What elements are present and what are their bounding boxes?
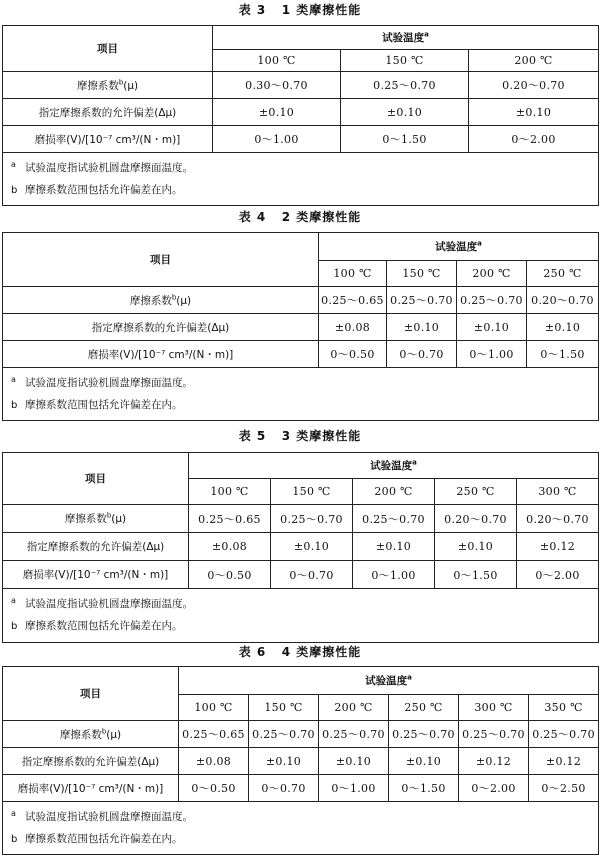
cell: ±0.10 bbox=[435, 533, 517, 561]
footnotes bbox=[3, 802, 599, 855]
footnote-b: b 摩擦系数范围包括允许偏差在内。 bbox=[11, 399, 183, 411]
cell: ±0.10 bbox=[527, 314, 599, 341]
cell: 0～1.00 bbox=[213, 126, 341, 153]
table-4-caption: 表 4 2 类摩擦性能 bbox=[238, 210, 362, 224]
row-label: 指定摩擦系数的允许偏差(Δμ) bbox=[3, 533, 189, 561]
cell: ±0.10 bbox=[341, 99, 469, 126]
cell: ±0.10 bbox=[389, 748, 459, 775]
table-notes bbox=[3, 802, 599, 855]
table-row bbox=[3, 341, 599, 368]
temp-header: 250 ℃ bbox=[389, 695, 459, 721]
cell: 0～1.00 bbox=[319, 775, 389, 802]
table-3-caption: 表 3 1 类摩擦性能 bbox=[238, 3, 362, 17]
footnotes bbox=[3, 589, 599, 643]
footnote-b: b 摩擦系数范围包括允许偏差在内。 bbox=[11, 620, 183, 632]
table-row bbox=[3, 505, 599, 533]
temp-header: 300 ℃ bbox=[459, 695, 529, 721]
cell: 0～1.00 bbox=[353, 561, 435, 589]
row-label: 摩擦系数$^b$(μ) bbox=[3, 72, 213, 99]
cell: 0.25～0.70 bbox=[387, 287, 457, 314]
table-row bbox=[3, 748, 599, 775]
cell: ±0.10 bbox=[353, 533, 435, 561]
temp-header: 300 ℃ bbox=[517, 479, 599, 505]
cell: ±0.12 bbox=[459, 748, 529, 775]
cell: 0～1.50 bbox=[527, 341, 599, 368]
cell: 0.25～0.70 bbox=[529, 721, 599, 748]
table-notes bbox=[3, 589, 599, 643]
row-label: 磨损率(V)/[10⁻⁷ cm³/(N・m)] bbox=[3, 561, 189, 589]
row-label: 指定摩擦系数的允许偏差(Δμ) bbox=[3, 314, 319, 341]
footnotes bbox=[3, 368, 599, 421]
row-label: 摩擦系数$^b$(μ) bbox=[3, 505, 189, 533]
cell: 0～2.00 bbox=[517, 561, 599, 589]
temp-header: 200 ℃ bbox=[457, 261, 527, 287]
cell: 0.25～0.65 bbox=[179, 721, 249, 748]
temp-header: 100 ℃ bbox=[213, 50, 341, 72]
table-5-caption: 表 5 3 类摩擦性能 bbox=[238, 429, 362, 443]
cell: 0.25～0.65 bbox=[319, 287, 387, 314]
footnote-b: b 摩擦系数范围包括允许偏差在内。 bbox=[11, 833, 183, 845]
temp-header: 350 ℃ bbox=[529, 695, 599, 721]
temp-header: 150 ℃ bbox=[249, 695, 319, 721]
row-label: 指定摩擦系数的允许偏差(Δμ) bbox=[3, 748, 179, 775]
cell: ±0.12 bbox=[517, 533, 599, 561]
cell: 0～1.00 bbox=[457, 341, 527, 368]
footnote-a: a 试验温度指试验机圆盘摩擦面温度。 bbox=[11, 808, 193, 823]
row-label: 磨损率(V)/[10⁻⁷ cm³/(N・m)] bbox=[3, 775, 179, 802]
temp-header: 100 ℃ bbox=[179, 695, 249, 721]
item-header: 项目 bbox=[3, 453, 189, 505]
temp-header: 100 ℃ bbox=[189, 479, 271, 505]
temp-header: 200 ℃ bbox=[353, 479, 435, 505]
temp-group-header: 试验温度$^a$ bbox=[319, 233, 599, 261]
table-notes bbox=[3, 368, 599, 421]
cell: 0～0.70 bbox=[387, 341, 457, 368]
temp-header: 200 ℃ bbox=[469, 50, 599, 72]
cell: 0～0.70 bbox=[271, 561, 353, 589]
temp-group-header: 试验温度$^a$ bbox=[213, 26, 599, 50]
cell: 0.20～0.70 bbox=[527, 287, 599, 314]
cell: ±0.10 bbox=[213, 99, 341, 126]
friction-table-class-4 bbox=[2, 666, 599, 855]
cell: 0.25～0.70 bbox=[389, 721, 459, 748]
cell: 0.25～0.70 bbox=[457, 287, 527, 314]
item-header: 项目 bbox=[3, 26, 213, 72]
temp-header: 100 ℃ bbox=[319, 261, 387, 287]
friction-table-class-1 bbox=[2, 25, 599, 206]
cell: ±0.08 bbox=[189, 533, 271, 561]
cell: ±0.08 bbox=[319, 314, 387, 341]
friction-table-class-3 bbox=[2, 452, 599, 643]
item-header: 项目 bbox=[3, 233, 319, 287]
friction-table-class-2 bbox=[2, 232, 599, 421]
table-row bbox=[3, 533, 599, 561]
cell: ±0.10 bbox=[271, 533, 353, 561]
cell: 0.20～0.70 bbox=[517, 505, 599, 533]
footnote-b: b 摩擦系数范围包括允许偏差在内。 bbox=[11, 184, 183, 196]
footnote-a: a 试验温度指试验机圆盘摩擦面温度。 bbox=[11, 595, 193, 610]
row-label: 摩擦系数$^b$(μ) bbox=[3, 287, 319, 314]
temp-header: 150 ℃ bbox=[341, 50, 469, 72]
table-6-caption: 表 6 4 类摩擦性能 bbox=[238, 645, 362, 659]
item-header: 项目 bbox=[3, 667, 179, 721]
temp-header: 200 ℃ bbox=[319, 695, 389, 721]
cell: 0.25～0.70 bbox=[459, 721, 529, 748]
cell: 0.30～0.70 bbox=[213, 72, 341, 99]
footnote-a: a 试验温度指试验机圆盘摩擦面温度。 bbox=[11, 374, 193, 389]
cell: ±0.12 bbox=[529, 748, 599, 775]
cell: 0～0.50 bbox=[179, 775, 249, 802]
cell: 0～0.70 bbox=[249, 775, 319, 802]
cell: 0～0.50 bbox=[319, 341, 387, 368]
temp-header: 250 ℃ bbox=[527, 261, 599, 287]
cell: 0～1.50 bbox=[341, 126, 469, 153]
temp-header: 250 ℃ bbox=[435, 479, 517, 505]
footnote-a: a 试验温度指试验机圆盘摩擦面温度。 bbox=[11, 159, 193, 174]
temp-group-header: 试验温度$^a$ bbox=[179, 667, 599, 695]
cell: ±0.10 bbox=[469, 99, 599, 126]
row-label: 磨损率(V)/[10⁻⁷ cm³/(N・m)] bbox=[3, 126, 213, 153]
cell: 0～2.00 bbox=[459, 775, 529, 802]
cell: 0.25～0.70 bbox=[319, 721, 389, 748]
cell: 0.25～0.70 bbox=[271, 505, 353, 533]
table-row bbox=[3, 775, 599, 802]
cell: 0～1.50 bbox=[435, 561, 517, 589]
cell: ±0.10 bbox=[249, 748, 319, 775]
cell: ±0.08 bbox=[179, 748, 249, 775]
cell: 0～2.50 bbox=[529, 775, 599, 802]
table-row bbox=[3, 99, 599, 126]
table-row bbox=[3, 126, 599, 153]
row-label: 指定摩擦系数的允许偏差(Δμ) bbox=[3, 99, 213, 126]
cell: 0.25～0.70 bbox=[249, 721, 319, 748]
table-row bbox=[3, 287, 599, 314]
cell: ±0.10 bbox=[457, 314, 527, 341]
row-label: 磨损率(V)/[10⁻⁷ cm³/(N・m)] bbox=[3, 341, 319, 368]
cell: 0～1.50 bbox=[389, 775, 459, 802]
row-label: 摩擦系数$^b$(μ) bbox=[3, 721, 179, 748]
cell: 0.25～0.70 bbox=[341, 72, 469, 99]
footnotes bbox=[3, 153, 599, 206]
cell: 0.25～0.70 bbox=[353, 505, 435, 533]
temp-header: 150 ℃ bbox=[271, 479, 353, 505]
temp-header: 150 ℃ bbox=[387, 261, 457, 287]
table-row bbox=[3, 72, 599, 99]
table-row bbox=[3, 314, 599, 341]
cell: 0.25～0.65 bbox=[189, 505, 271, 533]
cell: 0～2.00 bbox=[469, 126, 599, 153]
table-row bbox=[3, 721, 599, 748]
temp-group-header: 试验温度$^a$ bbox=[189, 453, 599, 479]
cell: 0～0.50 bbox=[189, 561, 271, 589]
table-row bbox=[3, 561, 599, 589]
cell: ±0.10 bbox=[387, 314, 457, 341]
table-notes bbox=[3, 153, 599, 206]
cell: 0.20～0.70 bbox=[469, 72, 599, 99]
cell: 0.20～0.70 bbox=[435, 505, 517, 533]
cell: ±0.10 bbox=[319, 748, 389, 775]
